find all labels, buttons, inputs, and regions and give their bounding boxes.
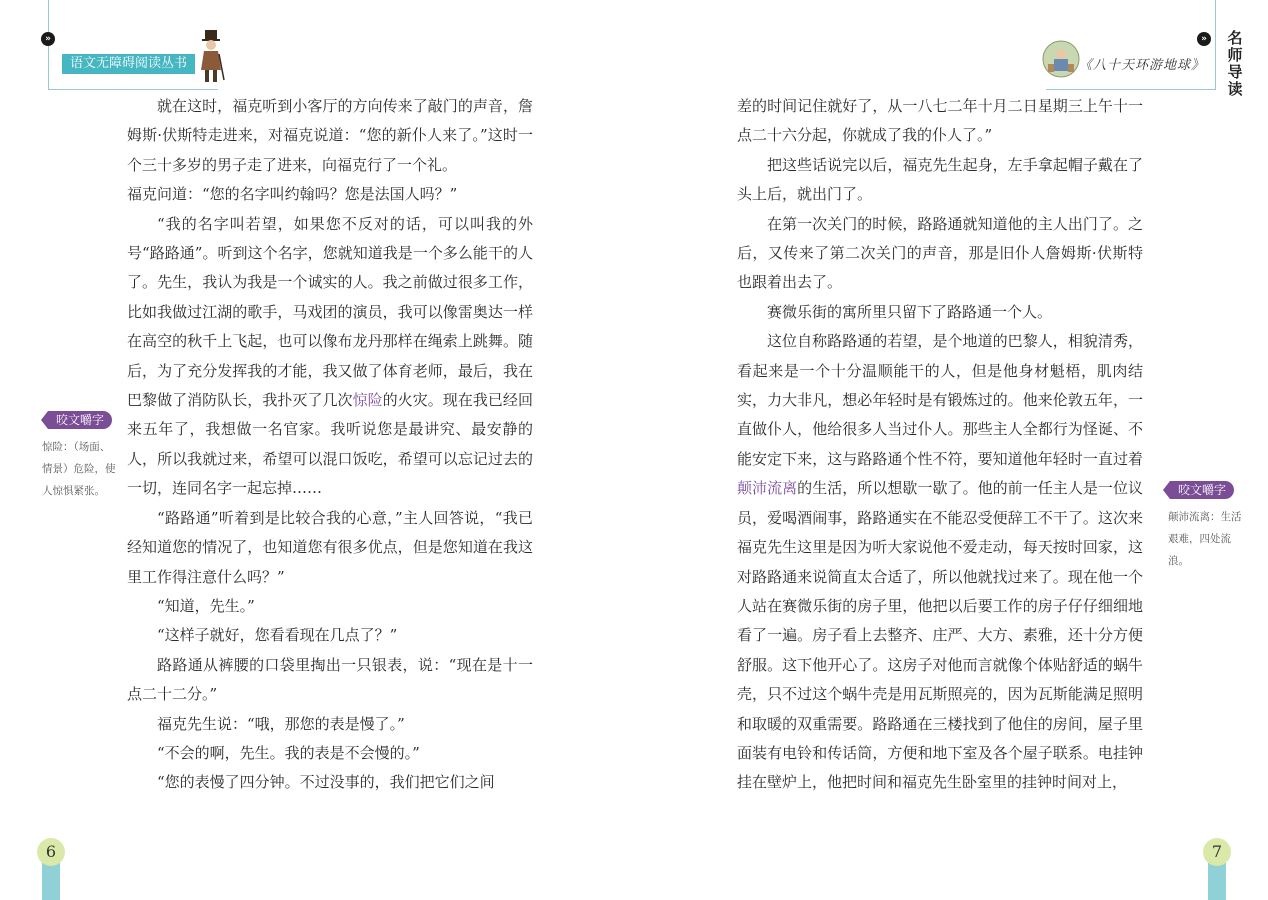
paragraph: “您的表慢了四分钟。不过没事的，我们把它们之间	[157, 773, 495, 792]
section-label-char: 师	[1227, 46, 1243, 64]
paragraph: “知道，先生。”	[157, 596, 255, 615]
chevron-right-icon: »	[41, 32, 55, 46]
section-label-char: 名	[1227, 29, 1243, 47]
paragraph	[127, 210, 533, 504]
paragraph-segment: 这位自称路路通的若望，是个地道的巴黎人，相貌清秀，看起来是一个十分温顺能干的人，但是他身材魁梧，肌肉结实，力大非凡，想必年轻时是有锻炼过的。他来伦敦五年，一直做仆人，他给很多人当过仆人。那些主人全都行为怪诞、不能安定下来，这与路路通个性不符，要知道他年轻时一直过着	[737, 332, 1143, 468]
page-number: 6	[37, 838, 65, 866]
section-label-char: 导	[1227, 63, 1243, 81]
paragraph-segment: 的火灾。现在我已经回来五年了，我想做一名官家。我听说您是最讲究、最安静的人，所以我就过来，希望可以混口饭吃，希望可以忘记过去的一切，连同名字一起忘掉……	[127, 391, 533, 498]
paragraph: “这样子就好，您看看现在几点了？”	[157, 626, 398, 645]
section-label-char: 读	[1227, 80, 1243, 98]
page-number-bar	[42, 860, 60, 900]
highlighted-term: 惊险	[352, 391, 383, 410]
chevron-right-icon: »	[1197, 32, 1211, 46]
book-title: 《八十天环游地球》	[1079, 58, 1206, 73]
paragraph: “不会的啊，先生。我的表是不会慢的。”	[157, 743, 420, 762]
header-rule-horizontal	[1046, 89, 1216, 90]
paragraph: 把这些话说完以后，福克先生起身，左手拿起帽子戴在了头上后，就出门了。	[737, 155, 1143, 204]
paragraph: “路路通”听着到是比较合我的心意，”主人回答说，“我已经知道您的情况了，也知道您有很多优点，但是您知道在我这里工作得注意什么吗？”	[127, 508, 533, 586]
paragraph: 福克先生说：“哦，那您的表是慢了。”	[157, 714, 405, 733]
page-number-bar	[1208, 860, 1226, 900]
paragraph: 就在这时，福克听到小客厅的方向传来了敲门的声音，詹姆斯·伏斯特走进来，对福克说道：“您的新仆人来了。”这时一个三十多岁的男子走了进来，向福克行了一个礼。	[127, 97, 533, 174]
header-rule-vertical	[1215, 0, 1216, 90]
paragraph: 赛微乐街的寓所里只留下了路路通一个人。	[767, 302, 1053, 321]
page-number: 7	[1203, 838, 1231, 866]
right-body-text	[737, 92, 1143, 798]
series-name-label: 语文无障碍阅读丛书	[62, 54, 195, 74]
paragraph-segment: 的生活，所以想歇一歇了。他的前一任主人是一位议员，爱喝酒闹事，路路通实在不能忍受便辞工不干了。这次来福克先生这里是因为听大家说他不爱走动，每天按时回家，这对路路通来说简直太合适了，所以他就找过来了。现在他一个人站在赛微乐街的房子里，他把以后要工作的房子仔仔细细地看了一遍。房子看上去整齐、庄严、大方、素雅，还十分方便舒服。这下他开心了。这房子对他而言就像个体贴舒适的蜗牛壳，只不过这个蜗牛壳是用瓦斯照亮的，因为瓦斯能满足照明和取暖的双重需要。路路通在三楼找到了他住的房间，屋子里面装有电铃和传话筒，方便和地下室及各个屋子联系。电挂钟挂在壁炉上，他把时间和福克先生卧室里的挂钟时间对上，	[737, 479, 1143, 792]
illustration-medallion-icon	[1042, 40, 1080, 78]
section-label	[1226, 30, 1244, 98]
gentleman-figure-icon	[196, 30, 226, 84]
paragraph: 路路通从裤腰的口袋里掏出一只银表，说：“现在是十一点二十二分。”	[127, 655, 533, 704]
note-text: 颠沛流离：生活艰难，四处流浪。	[1168, 511, 1242, 567]
paragraph-segment: “我的名字叫若望，如果您不反对的话，可以叫我的外号“路路通”。听到这个名字，您就知道我是一个多么能干的人了。先生，我认为我是一个诚实的人。我之前做过很多工作，比如我做过江湖的歌手，马戏团的演员，我可以像雷奥达一样在高空的秋千上飞起，也可以像布龙丹那样在绳索上跳舞。随后，为了充分发挥我的才能，我又做了体育老师，最后，我在巴黎做了消防队长，我扑灭了几次	[127, 214, 533, 410]
paragraph: 差的时间记住就好了，从一八七二年十月二日星期三上午十一点二十六分起，你就成了我的仆人了。”	[737, 97, 1143, 145]
paragraph: 在第一次关门的时候，路路通就知道他的主人出门了。之后，又传来了第二次关门的声音，那是旧仆人詹姆斯·伏斯特也跟着出去了。	[737, 214, 1143, 292]
paragraph: 福克问道：“您的名字叫约翰吗？您是法国人吗？”	[127, 185, 458, 204]
header-rule-horizontal	[48, 89, 218, 90]
note-tag: 咬文嚼字	[48, 411, 112, 429]
highlighted-term: 颠沛流离	[737, 479, 798, 498]
right-page	[634, 0, 1268, 900]
left-body-text	[127, 92, 533, 798]
note-text: 惊险：（场面、情景）危险，使人惊惧紧张。	[42, 441, 116, 497]
paragraph	[737, 327, 1143, 798]
note-tag: 咬文嚼字	[1170, 481, 1234, 499]
